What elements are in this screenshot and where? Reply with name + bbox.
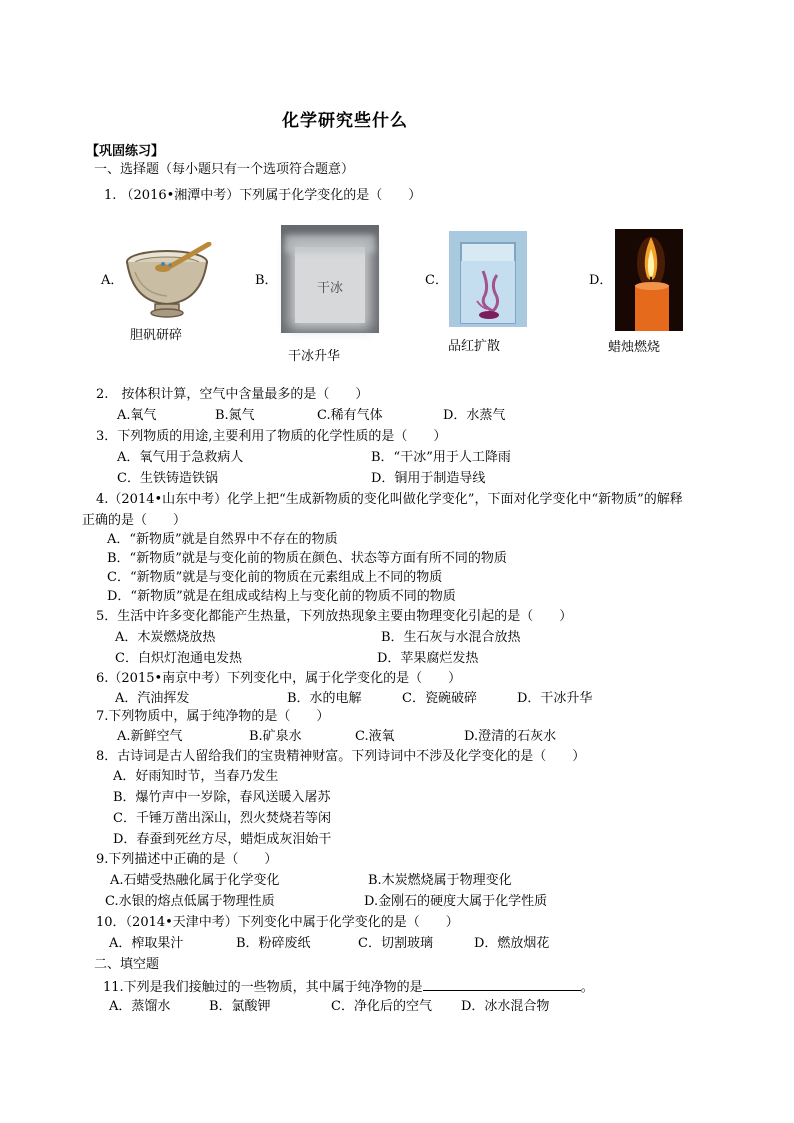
- q6-option-d: D．干冰升华: [517, 691, 593, 706]
- q4-option-d: D．“新物质”就是在组成或结构上与变化前的物质不同的物质: [107, 589, 456, 604]
- q1-option-b-letter: B．: [255, 273, 278, 288]
- q1-option-c-letter: C．: [425, 273, 448, 288]
- section-tag: 【巩固练习】: [86, 144, 165, 159]
- q10-option-c: C．切割玻璃: [358, 936, 433, 951]
- q4-option-c: C．“新物质”就是与变化前的物质在元素组成上不同的物质: [107, 570, 443, 585]
- q1-stem: 1. （2016•湘潭中考）下列属于化学变化的是（ ）: [104, 188, 422, 203]
- q5-stem: 5．生活中许多变化都能产生热量，下列放热现象主要由物理变化引起的是（ ）: [96, 609, 573, 624]
- q8-option-d: D．春蚕到死丝方尽，蜡炬成灰泪始干: [113, 832, 332, 847]
- q11-option-a: A．蒸馏水: [109, 999, 171, 1014]
- q9-stem: 9.下列描述中正确的是（ ）: [96, 852, 278, 867]
- q7-option-a: A.新鲜空气: [117, 729, 183, 744]
- q1-option-a-letter: A．: [101, 273, 124, 288]
- q1-caption-b: 干冰升华: [288, 349, 341, 364]
- q7-option-c: C.液氧: [355, 729, 395, 744]
- q9-option-d: D.金刚石的硬度大属于化学性质: [364, 894, 548, 909]
- q9-option-a: A.石蜡受热融化属于化学变化: [110, 873, 280, 888]
- q11-line: [103, 978, 594, 996]
- q3-option-b: B．“干冰”用于人工降雨: [371, 450, 511, 465]
- q8-stem: 8．古诗词是古人留给我们的宝贵精神财富。下列诗词中不涉及化学变化的是（ ）: [96, 749, 586, 764]
- q3-option-c: C．生铁铸造铁锅: [117, 471, 218, 486]
- beaker-magenta-image: [449, 231, 527, 327]
- q5-option-c: C．白炽灯泡通电发热: [115, 651, 242, 666]
- q11-option-c: C．净化后的空气: [331, 999, 432, 1014]
- dry-ice-label: 干冰: [317, 281, 344, 296]
- q4-stem-cont: 正确的是（ ）: [82, 513, 187, 528]
- q6-stem: 6.（2015•南京中考）下列变化中，属于化学变化的是（ ）: [96, 671, 462, 686]
- q11-end: 。: [580, 980, 594, 995]
- q10-stem: 10．（2014•天津中考）下列变化中属于化学变化的是（ ）: [96, 915, 459, 930]
- q7-option-b: B.矿泉水: [249, 729, 302, 744]
- q9-option-b: B.木炭燃烧属于物理变化: [368, 873, 512, 888]
- q2-option-d: D．水蒸气: [443, 408, 506, 423]
- q10-option-b: B．粉碎废纸: [236, 936, 311, 951]
- q11-answer-blank[interactable]: [423, 978, 581, 991]
- q3-stem: 3．下列物质的用途,主要利用了物质的化学性质的是（ ）: [96, 429, 447, 444]
- q11-option-d: D．冰水混合物: [461, 999, 550, 1014]
- q6-option-c: C．瓷碗破碎: [402, 691, 477, 706]
- q2-stem: 2. 按体积计算，空气中含量最多的是（ ）: [96, 387, 369, 402]
- q8-option-a: A．好雨知时节，当春乃发生: [113, 769, 279, 784]
- q11-stem: 11.下列是我们接触过的一些物质，其中属于纯净物的是: [103, 980, 423, 995]
- q4-option-a: A．“新物质”就是自然界中不存在的物质: [107, 532, 338, 547]
- q6-option-a: A．汽油挥发: [115, 691, 190, 706]
- q8-option-c: C．千锤万凿出深山，烈火焚烧若等闲: [113, 811, 331, 826]
- q4-option-b: B．“新物质”就是与变化前的物质在颜色、状态等方面有所不同的物质: [107, 551, 507, 566]
- q8-option-b: B．爆竹声中一岁除，春风送暖入屠苏: [113, 790, 331, 805]
- page-title: 化学研究些什么: [282, 111, 408, 131]
- q2-option-b: B.氮气: [215, 408, 255, 423]
- q4-stem: 4.（2014•山东中考）化学上把“生成新物质的变化叫做化学变化”，下面对化学变化中“新物质”的解释: [96, 492, 683, 507]
- q7-stem: 7.下列物质中，属于纯净物的是（ ）: [96, 709, 330, 724]
- candle-image: [615, 229, 683, 331]
- q1-option-d-letter: D．: [589, 273, 613, 288]
- q9-option-c: C.水银的熔点低属于物理性质: [105, 894, 275, 909]
- part1-heading: 一、选择题（每小题只有一个选项符合题意）: [94, 162, 355, 177]
- q7-option-d: D.澄清的石灰水: [464, 729, 557, 744]
- q1-caption-a: 胆矾研碎: [130, 328, 183, 343]
- q2-option-a: A.氧气: [117, 408, 157, 423]
- q6-option-b: B．水的电解: [287, 691, 362, 706]
- q1-caption-c: 品红扩散: [448, 339, 501, 354]
- q10-option-a: A．榨取果汁: [109, 936, 184, 951]
- q2-option-c: C.稀有气体: [317, 408, 383, 423]
- q3-option-a: A．氧气用于急救病人: [117, 450, 244, 465]
- dry-ice-image: [281, 225, 379, 333]
- mortar-pestle-image: [123, 242, 215, 322]
- q3-option-d: D．铜用于制造导线: [371, 471, 486, 486]
- part2-heading: 二、填空题: [94, 957, 160, 972]
- q5-option-b: B．生石灰与水混合放热: [381, 630, 521, 645]
- q5-option-a: A．木炭燃烧放热: [115, 630, 216, 645]
- q10-option-d: D．燃放烟花: [474, 936, 550, 951]
- q5-option-d: D．苹果腐烂发热: [377, 651, 479, 666]
- q1-caption-d: 蜡烛燃烧: [608, 340, 661, 355]
- q11-option-b: B．氯酸钾: [209, 999, 271, 1014]
